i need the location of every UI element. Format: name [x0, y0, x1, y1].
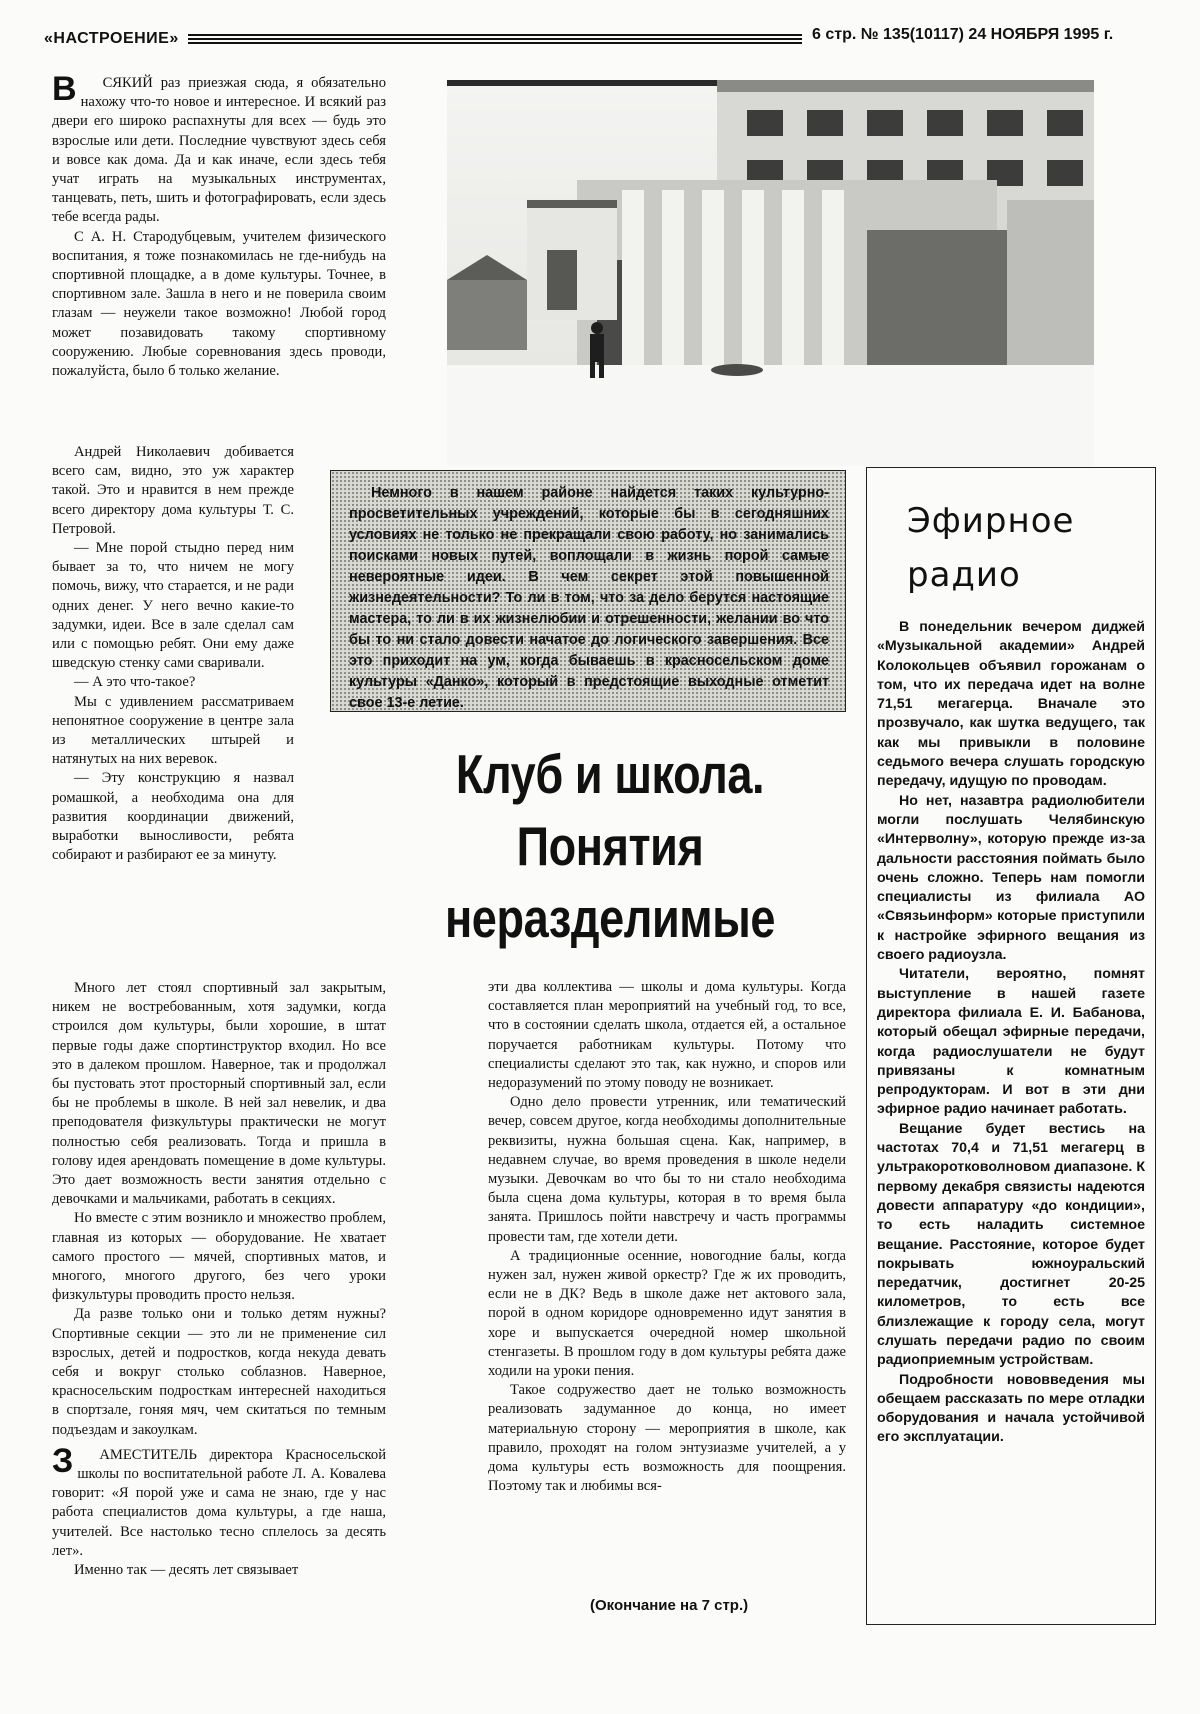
radio-title-line: Эфирное [907, 501, 1075, 541]
section-name: «НАСТРОЕНИЕ» [44, 30, 179, 47]
headline-line: Понятия [516, 815, 704, 877]
article-column-1 [52, 70, 386, 381]
radio-paragraph: Вещание будет вестись на частотах 70,4 и 71,51 мегагерц в ультракоротковолновом диапазоне. К первому декабря связисты надеются довести аппаратуру «до кондиции», то есть наладить системное вещание. Расстояние, которое будет покрывать южноуральский передатчик, достигнет 20-25 километров, то есть все близлежащие к городу села, могут слушать передачи радио по своим радиоприемным устройствам. [877, 1120, 1145, 1369]
col1-paragraph: АМЕСТИТЕЛЬ директора Красносельской школы по воспитательной работе Л. А. Ковалева говорит: «Я порой уже и сама не знаю, где у нас работа специалистов дома культуры, а где наша, учителей. Все настолько тесно сплелось за десять лет». [52, 1446, 386, 1559]
radio-title-line: радио [907, 555, 1021, 595]
article-headline [438, 738, 782, 954]
headline-line: Клуб и школа. [455, 743, 765, 805]
radio-paragraph: В понедельник вечером диджей «Музыкальной академии» Андрей Колокольцев объявил горожанам о том, что их передача идет на волне 71,51 мегагерца. Вначале это прозвучало, как шутка ведущего, так как мы привыкли в половине седьмого вечера слушать городскую передачу, идущую по проводам. [877, 619, 1145, 790]
col1-paragraph: Именно так — десять лет связывает [74, 1562, 299, 1579]
radio-article-box [866, 467, 1156, 1625]
headline-line: неразделимые [444, 887, 776, 949]
col1-paragraph: Но вместе с этим возникло и множество проблем, главная из которых — оборудование. Не хватает самого простого — мячей, спортивных матов, и многого, многого другого, без чего уроки физкультуры проводить просто нельзя. [52, 1210, 386, 1304]
lead-text: Немного в нашем районе найдется таких культурно-просветительных учреждений, которые бы в сегодняшних условиях не только не прекращали свою работу, но занимались поисками новых путей, воплощали в жизнь порой самые невероятные идеи. В чем секрет этой повышенной жизнедеятельности? То ли в том, что за дело берутся настоящие мастера, то ли в их жизнелюбии и отрешенности, желании во что бы то ни стало довести начатое до логического завершения. Все это приходит на ум, когда бываешь в красносельском доме культуры «Данко», который в предстоящие выходные отметит свое 13-е летие. [349, 485, 829, 711]
continuation-note: (Окончание на 7 стр.) [590, 1597, 749, 1614]
lead-box [330, 470, 846, 712]
article-column-1-narrow [52, 443, 294, 865]
col2-paragraph: Такое содружество дает не только возможность реализовать задуманное до конца, но имеет материальную сторону — мероприятия в школе, как правило, проходят на голом энтузиазме учителей, а у дома культуры есть возможность для поощрения. Поэтому так и любимы вся- [488, 1382, 846, 1495]
radio-paragraph: Подробности нововведения мы обещаем рассказать по мере отладки оборудования и начала устойчивой его эксплуатации. [877, 1371, 1145, 1446]
col1-paragraph: Да разве только они и только детям нужны? Спортивные секции — это ли не применение сил взрослых, детей и подростков, когда некуда девать себя и вокруг столько соблазнов. Наверное, красносельским подросткам интересней находиться в спортзале, гоняя мяч, чем скитаться по темным подъездам и закоулкам. [52, 1306, 386, 1438]
article-column-1-lower [52, 979, 386, 1580]
building-photo [447, 80, 1094, 466]
col1-paragraph: — Эту конструкцию я назвал ромашкой, а необходима она для развития координации движений, выработки выносливости, ребята собирают и разбирают ее за минуту. [52, 770, 294, 864]
col1-paragraph: — Мне порой стыдно перед ним бывает за то, что ничем не могу помочь, вижу, что старается, и не ради одних денег. У него вечно какие-то задумки, идеи. Все в зале сделал сам или с помощью ребят. Они ему даже шведскую стенку сами сваривали. [52, 540, 294, 672]
col1-paragraph: СЯКИЙ раз приезжая сюда, я обязательно нахожу что-то новое и интересное. И всякий раз двери его широко распахнуты для всех — будь это взрослые или дети. Последние чувствуют здесь себя и вовсе как дома. Да и как иначе, если здесь тебя учат играть на музыкальных инструментах, танцевать, петь, шить и фотографировать, если здесь тебе всегда рады. [52, 75, 386, 226]
radio-paragraph: Но нет, назавтра радиолюбители могли послушать Челябинскую «Интерволну», которую прежде из-за дальности расстояния поймать было очень сложно. Теперь нам помогли специалисты из филиала АО «Связьинформ» которые приступили к настройке эфирного вещания из своего радиоузла. [877, 792, 1145, 964]
col1-paragraph: С А. Н. Стародубцевым, учителем физического воспитания, я тоже познакомилась не где-нибудь на спортивной площадке, а в доме культуры. Точнее, в спортивном зале. Зашла в него и не поверила своим глазам — неужели такое возможно! Любой город может позавидовать такому спортивному сооружению. Любые соревнования здесь проводи, пожалуйста, было б только желание. [52, 228, 386, 380]
photo-building-winter-icon [447, 80, 1094, 466]
col1-paragraph: Мы с удивлением рассматриваем непонятное сооружение в центре зала из металлических штырей и натянутых на них веревок. [52, 693, 294, 768]
article-column-2 [488, 978, 846, 1496]
issue-info: 6 стр. № 135(10117) 24 НОЯБРЯ 1995 г. [812, 26, 1114, 43]
col2-paragraph: А традиционные осенние, новогодние балы, когда нужен зал, нужен живой оркестр? Где ж их проводить, если не в ДК? Ведь в школе даже нет актового зала, порой в одном коридоре одновременно идут занятия в хоре и выпускается очередной номер школьной стенгазеты. В прошлом году в дом культуры ребята даже ходили на уроки пения. [488, 1247, 846, 1380]
col1-paragraph: Много лет стоял спортивный зал закрытым, никем не востребованным, хотя задумки, когда строился дом культуры, были хорошие, в штат первые годы даже спортинструктор входил. Но все это в далеком прошлом. Наверное, так и продолжал бы пустовать этот просторный спортивный зал, если бы не проблемы в школе. В ней зал невелик, и два преподователя физкультуры практически не могут полностью себя реализовать. Тогда и пришла в голову идея арендовать помещение в доме культуры. Это дает возможность вести занятия отдельно с девочками и мальчиками, работать в секциях. [52, 980, 386, 1208]
col2-paragraph: Одно дело провести утренник, или тематический вечер, совсем другое, когда необходимы дополнительные реквизиты, нужна большая сцена. Как, например, в недавнем случае, во время проведения в школе недели музыки. Девочкам во что бы то ни стало необходима была сцена дома культуры, которая в то время была занята. Пришлось пойти навстречу и часть программы провести там, где хотели дети. [488, 1094, 846, 1245]
dropcap-z: З [52, 1441, 74, 1480]
col2-paragraph: эти два коллектива — школы и дома культуры. Когда составляется план мероприятий на учебный год, то все, что в состоянии сделать школа, отдается ей, а остальное поручается работникам культуры. Потому что специалисты сделают это так, как нужно, и споров или недоразумений по этому поводу не возникает. [488, 979, 846, 1092]
col1-paragraph: Андрей Николаевич добивается всего сам, видно, это уж характер такой. Это и нравится в нем прежде всего директору дома культуры Т. С. Петровой. [52, 444, 294, 537]
header-rule [188, 34, 802, 46]
radio-paragraph: Читатели, вероятно, помнят выступление в нашей газете директора филиала Е. И. Бабанова, который обещал эфирные передачи, когда радиослушатели не будут привязаны к комнатным репродукторам. И вот в эти дни эфирное радио начинает работать. [877, 966, 1145, 1118]
dropcap-v: В [52, 70, 77, 108]
col1-paragraph: — А это что-такое? [74, 674, 196, 691]
